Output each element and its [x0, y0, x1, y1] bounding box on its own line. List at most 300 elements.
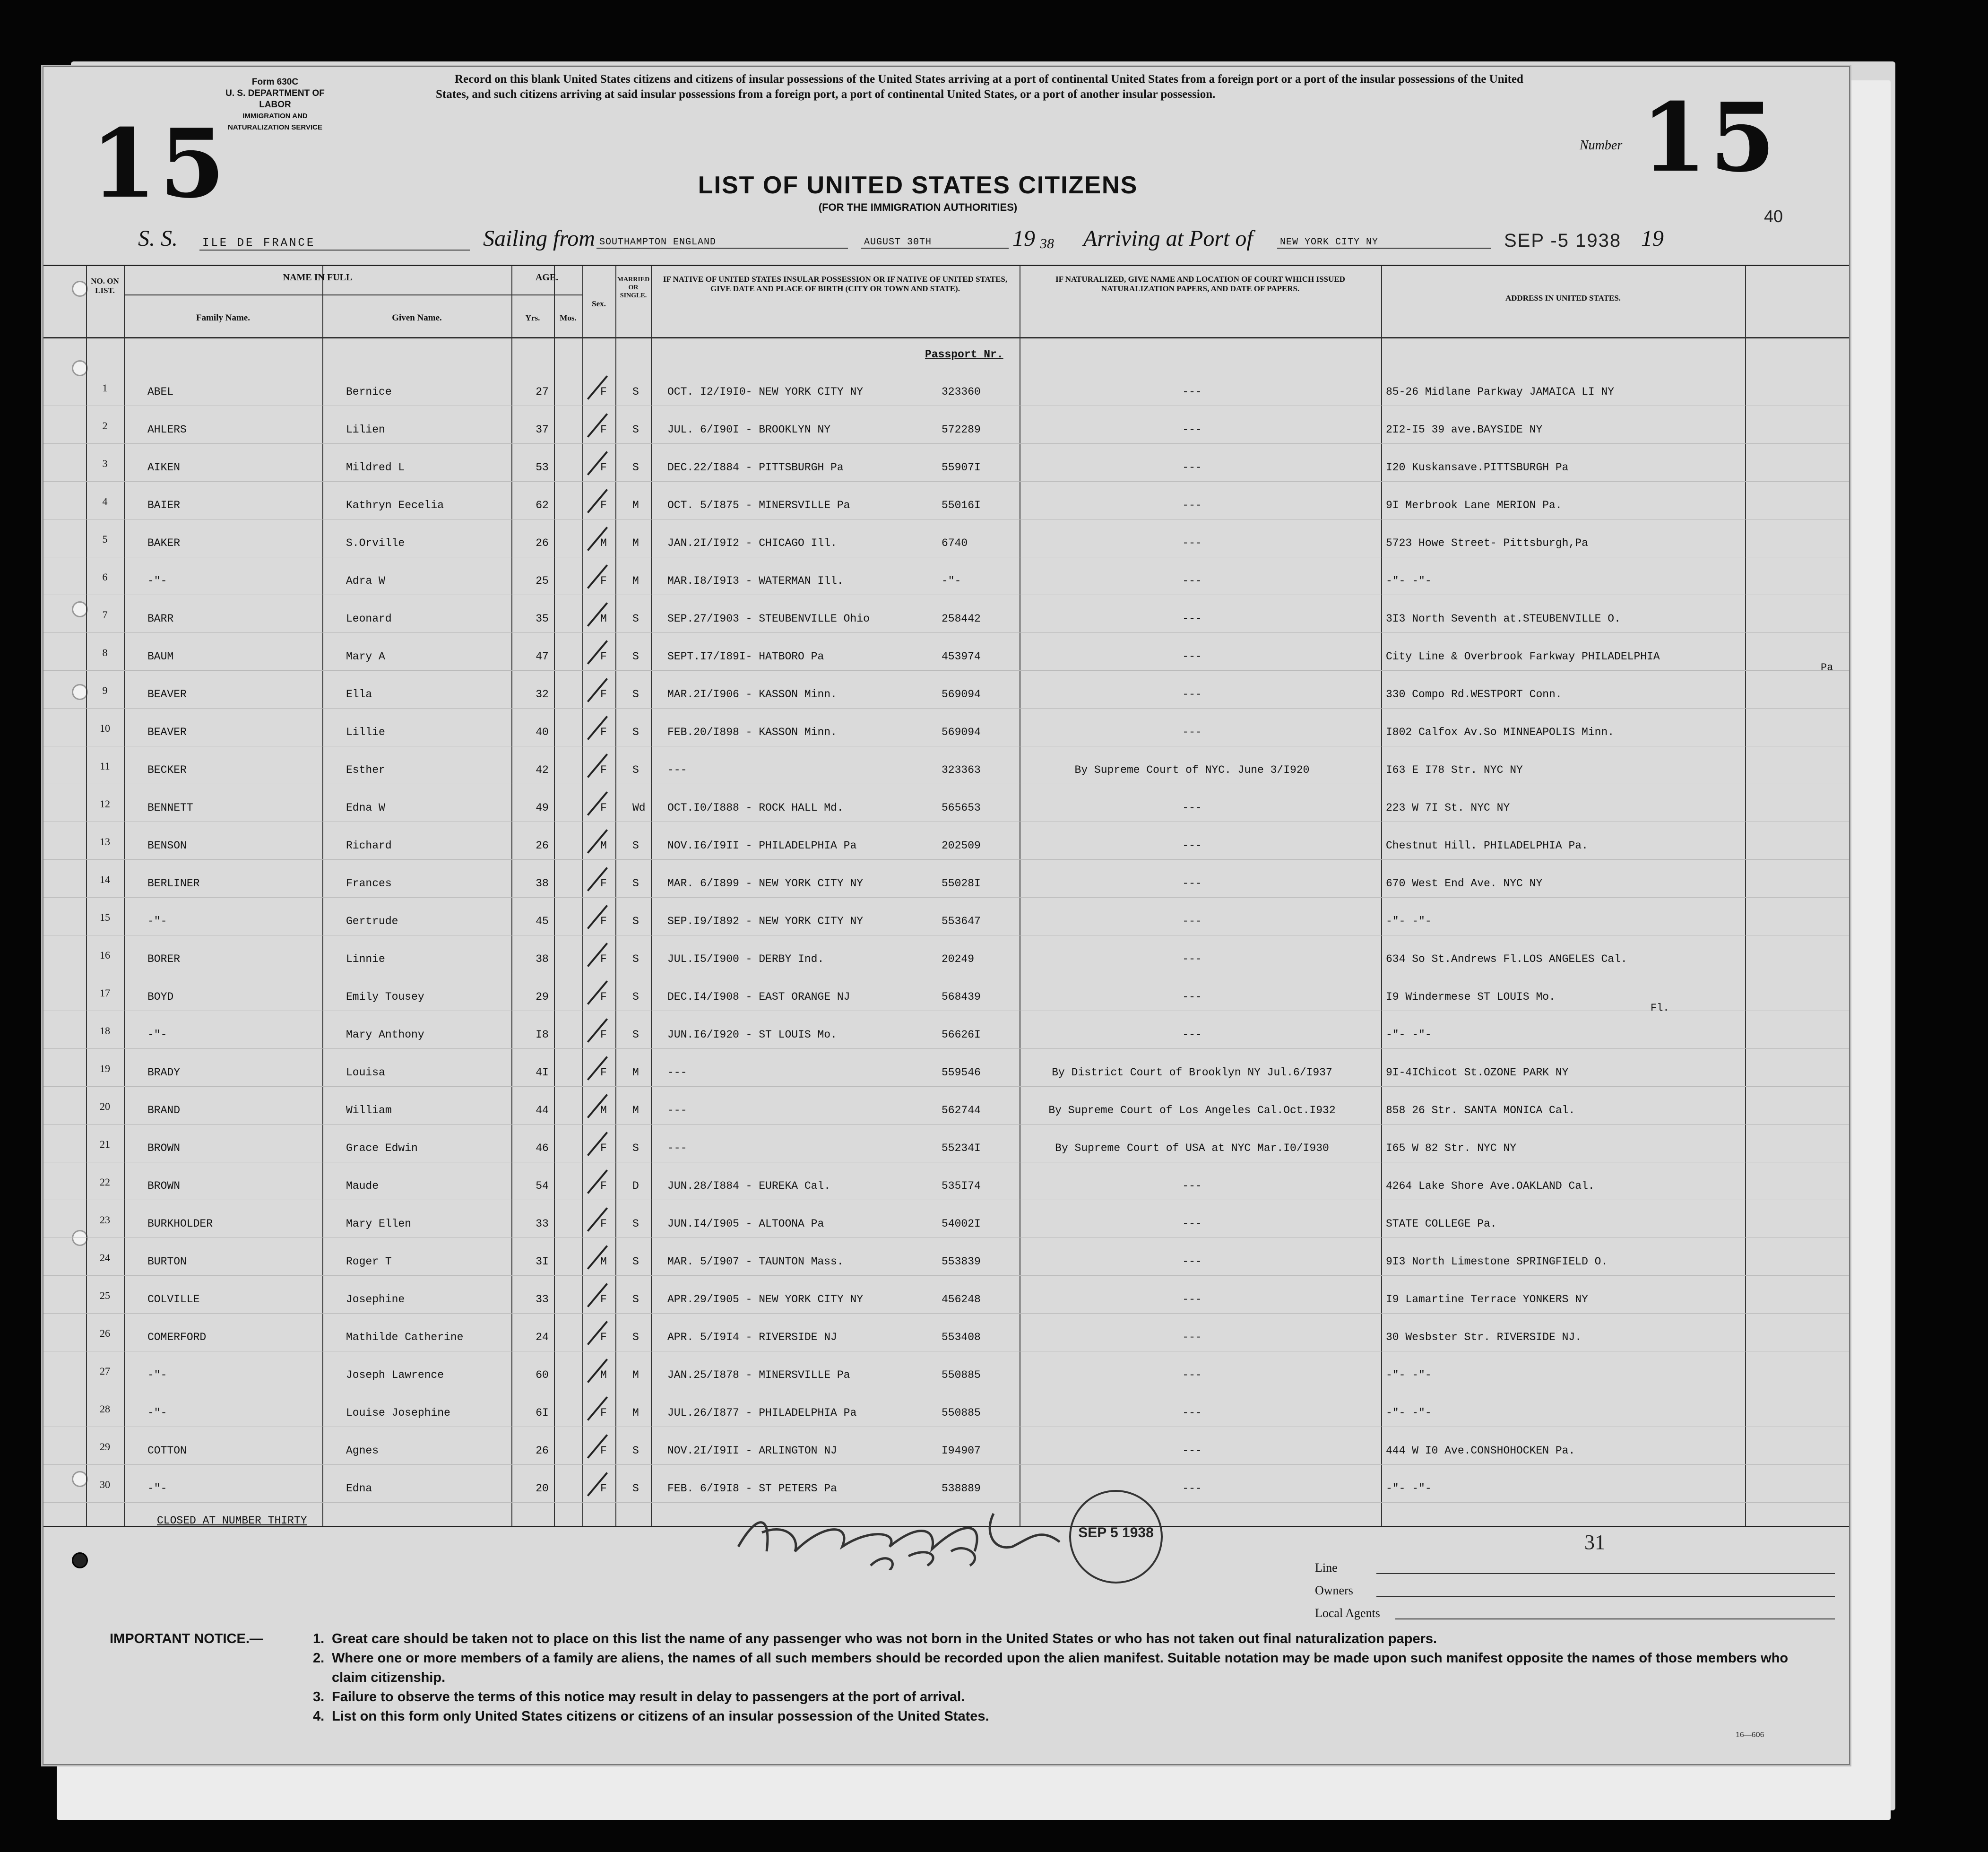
us-address: -"- -"- [1386, 1369, 1432, 1381]
age-years: 62 [536, 499, 549, 511]
birth-info: MAR.I8/I9I3 - WATERMAN Ill. [667, 575, 844, 587]
row-number: 7 [102, 609, 108, 621]
row-number: 1 [102, 382, 108, 394]
birth-info: DEC.I4/I908 - EAST ORANGE NJ [667, 991, 850, 1003]
naturalization-info: --- [1182, 1180, 1202, 1192]
family-name: COLVILLE [147, 1293, 200, 1306]
notice-heading: IMPORTANT NOTICE.— [110, 1631, 263, 1646]
table-row [43, 632, 1849, 674]
age-years: 38 [536, 877, 549, 890]
naturalization-info: --- [1182, 1445, 1202, 1457]
family-name: BOYD [147, 991, 174, 1003]
family-name: -"- [147, 1407, 167, 1419]
given-name: Edna W [346, 802, 385, 814]
given-name: S.Orville [346, 537, 405, 549]
owners-field: Owners [1315, 1579, 1835, 1601]
birth-info: --- [667, 1104, 687, 1116]
passport-number: 55234I [942, 1142, 981, 1154]
family-name: -"- [147, 575, 167, 587]
marital-status: S [632, 1293, 639, 1306]
table-row [43, 1048, 1849, 1087]
birth-info: MAR. 6/I899 - NEW YORK CITY NY [667, 877, 864, 890]
marital-status: S [632, 650, 639, 663]
table-row [43, 935, 1849, 973]
marital-status: S [632, 461, 639, 474]
sex: M [600, 1369, 607, 1381]
punch-hole [72, 1552, 88, 1568]
us-address: Chestnut Hill. PHILADELPHIA Pa. [1386, 839, 1588, 852]
us-address: I63 E I78 Str. NYC NY [1386, 764, 1523, 776]
family-name: BURTON [147, 1255, 187, 1268]
manifest-page [43, 66, 1850, 1765]
page-subtitle: (FOR THE IMMIGRATION AUTHORITIES) [818, 201, 1018, 213]
us-address: -"- -"- [1386, 1407, 1432, 1419]
year-value-1: 38 [1040, 236, 1054, 251]
sex: M [600, 839, 607, 852]
given-name: Adra W [346, 575, 385, 587]
local-agents-field: Local Agents [1315, 1601, 1835, 1624]
birth-info: OCT. 5/I875 - MINERSVILLE Pa [667, 499, 850, 511]
given-name: Lillie [346, 726, 385, 738]
table-row [43, 973, 1849, 1014]
given-name: Grace Edwin [346, 1142, 418, 1154]
birth-info: APR.29/I905 - NEW YORK CITY NY [667, 1293, 864, 1306]
passport-number: 6740 [942, 537, 968, 549]
sex: F [600, 386, 607, 398]
row-number: 12 [100, 798, 110, 810]
given-name: Richard [346, 839, 392, 852]
naturalization-info: --- [1182, 991, 1202, 1003]
age-years: 27 [536, 386, 549, 398]
sex: F [600, 1482, 607, 1495]
us-address: 858 26 Str. SANTA MONICA Cal. [1386, 1104, 1575, 1116]
sex: M [600, 1255, 607, 1268]
passport-number: 54002I [942, 1218, 981, 1230]
marital-status: S [632, 386, 639, 398]
table-row [43, 1351, 1849, 1389]
page-number: 31 [1584, 1531, 1605, 1554]
age-years: 33 [536, 1218, 549, 1230]
us-address: -"- -"- [1386, 1482, 1432, 1495]
passport-number: 553647 [942, 915, 981, 927]
given-name: Louise Josephine [346, 1407, 450, 1419]
table-row [43, 1086, 1849, 1125]
row-number: 2 [102, 420, 108, 432]
naturalization-info: --- [1182, 424, 1202, 436]
family-name: BERLINER [147, 877, 200, 890]
birth-info: MAR. 5/I907 - TAUNTON Mass. [667, 1255, 844, 1268]
family-name: COMERFORD [147, 1331, 207, 1343]
notice-item-4: 4. List on this form only United States citizens or citizens of an insular possession of the United States. [313, 1709, 989, 1724]
us-address-continuation: Pa [1821, 662, 1833, 674]
passport-number: 572289 [942, 424, 981, 436]
given-name: Kathryn Eecelia [346, 499, 444, 511]
passport-number: I94907 [942, 1445, 981, 1457]
row-number: 14 [100, 874, 110, 885]
marital-status: M [632, 1104, 639, 1116]
us-address: I20 Kuskansave.PITTSBURGH Pa [1386, 461, 1569, 474]
us-address: 4264 Lake Shore Ave.OAKLAND Cal. [1386, 1180, 1595, 1192]
table-row [43, 1011, 1849, 1049]
passport-number: 456248 [942, 1293, 981, 1306]
table-row [43, 1238, 1849, 1276]
birth-info: FEB. 6/I9I8 - ST PETERS Pa [667, 1482, 837, 1495]
naturalization-info: --- [1182, 499, 1202, 511]
age-years: 3I [536, 1255, 549, 1268]
naturalization-info: --- [1182, 802, 1202, 814]
sex: F [600, 991, 607, 1003]
family-name: BROWN [147, 1142, 181, 1154]
line-field: Line [1315, 1556, 1835, 1579]
given-name: William [346, 1104, 392, 1116]
naturalization-info: --- [1182, 953, 1202, 965]
given-name: Joseph Lawrence [346, 1369, 444, 1381]
table-row [43, 519, 1849, 557]
family-name: BENNETT [147, 802, 193, 814]
row-number: 24 [100, 1252, 110, 1264]
table-row [43, 708, 1849, 746]
passport-number: 538889 [942, 1482, 981, 1495]
age-years: 44 [536, 1104, 549, 1116]
header-birth: IF NATIVE OF UNITED STATES INSULAR POSSESSION OR IF NATIVE OF UNITED STATES, GIVE DATE AND PLACE OF BIRTH (CITY OR TOWN AND STATE). [663, 275, 1008, 293]
birth-info: --- [667, 764, 687, 776]
naturalization-info: --- [1182, 877, 1202, 890]
arriving-port: NEW YORK CITY NY [1277, 237, 1491, 249]
us-address: 9I Merbrook Lane MERION Pa. [1386, 499, 1562, 511]
us-address: 444 W I0 Ave.CONSHOHOCKEN Pa. [1386, 1445, 1575, 1457]
marital-status: M [632, 537, 639, 549]
row-number: 22 [100, 1176, 110, 1188]
birth-info: MAR.2I/I906 - KASSON Minn. [667, 688, 837, 701]
us-address: -"- -"- [1386, 1029, 1432, 1041]
age-years: 6I [536, 1407, 549, 1419]
passport-number: 553408 [942, 1331, 981, 1343]
marital-status: M [632, 1066, 639, 1079]
sex: F [600, 1029, 607, 1041]
sex: M [600, 537, 607, 549]
naturalization-info: --- [1182, 386, 1202, 398]
table-row [43, 1313, 1849, 1351]
given-name: Louisa [346, 1066, 385, 1079]
family-name: BARR [147, 613, 174, 625]
marital-status: S [632, 1482, 639, 1495]
birth-info: JUL. 6/I90I - BROOKLYN NY [667, 424, 831, 436]
naturalization-info: --- [1182, 1331, 1202, 1343]
age-years: 29 [536, 991, 549, 1003]
us-address: 634 So St.Andrews Fl.LOS ANGELES Cal. [1386, 953, 1627, 965]
birth-info: --- [667, 1142, 687, 1154]
naturalization-info: --- [1182, 1255, 1202, 1268]
arriving-label: Arriving at Port of [1083, 226, 1253, 251]
table-row [43, 406, 1849, 444]
sex: F [600, 1331, 607, 1343]
age-years: 26 [536, 839, 549, 852]
sailing-date: AUGUST 30TH [861, 237, 1009, 249]
marital-status: S [632, 764, 639, 776]
marital-status: M [632, 1369, 639, 1381]
row-number: 28 [100, 1403, 110, 1415]
age-years: 38 [536, 953, 549, 965]
naturalization-info: By Supreme Court of USA at NYC Mar.I0/I930 [1055, 1142, 1329, 1154]
table-row [43, 1389, 1849, 1427]
row-number: 27 [100, 1365, 110, 1377]
birth-info: JUL.26/I877 - PHILADELPHIA Pa [667, 1407, 857, 1419]
marital-status: S [632, 991, 639, 1003]
family-name: BAUM [147, 650, 174, 663]
family-name: BORER [147, 953, 181, 965]
sex: F [600, 688, 607, 701]
naturalization-info: --- [1182, 915, 1202, 927]
age-years: I8 [536, 1029, 549, 1041]
marital-status: S [632, 424, 639, 436]
marital-status: S [632, 953, 639, 965]
passenger-table [43, 265, 1849, 1527]
given-name: Lilien [346, 424, 385, 436]
birth-info: OCT.I0/I888 - ROCK HALL Md. [667, 802, 844, 814]
header-no-on-list: NO. ON LIST. [91, 277, 119, 295]
table-row [43, 1275, 1849, 1314]
age-years: 32 [536, 688, 549, 701]
given-name: Mary Anthony [346, 1029, 424, 1041]
passport-number: 569094 [942, 688, 981, 701]
given-name: Edna [346, 1482, 372, 1495]
given-name: Emily Tousey [346, 991, 424, 1003]
age-years: 26 [536, 1445, 549, 1457]
header-family-name: Family Name. [196, 313, 250, 323]
age-years: 40 [536, 726, 549, 738]
passport-number: 323363 [942, 764, 981, 776]
age-years: 20 [536, 1482, 549, 1495]
given-name: Ella [346, 688, 372, 701]
sex: F [600, 1293, 607, 1306]
sex: F [600, 650, 607, 663]
family-name: -"- [147, 915, 167, 927]
sex: F [600, 726, 607, 738]
table-row [43, 859, 1849, 898]
passport-number: 258442 [942, 613, 981, 625]
family-name: BEAVER [147, 688, 187, 701]
arrival-date-stamp: SEP -5 1938 [1504, 230, 1622, 251]
table-row [43, 443, 1849, 482]
table-row [43, 670, 1849, 709]
number-label: Number [1580, 138, 1623, 153]
passport-number: 55907I [942, 461, 981, 474]
age-years: 49 [536, 802, 549, 814]
marital-status: S [632, 1445, 639, 1457]
department-name: U. S. DEPARTMENT OF LABOR [225, 88, 325, 110]
sex: F [600, 1066, 607, 1079]
header-address: ADDRESS IN UNITED STATES. [1505, 294, 1621, 303]
given-name: Leonard [346, 613, 392, 625]
table-row [43, 595, 1849, 633]
given-name: Linnie [346, 953, 385, 965]
ship-details-line [43, 225, 1849, 259]
table-row [43, 1200, 1849, 1238]
naturalization-info: --- [1182, 688, 1202, 701]
passport-number: 323360 [942, 386, 981, 398]
row-number: 16 [100, 949, 110, 961]
row-number: 9 [102, 684, 108, 696]
family-name: BROWN [147, 1180, 181, 1192]
sailing-from: SOUTHAMPTON ENGLAND [596, 237, 848, 249]
birth-info: NOV.2I/I9II - ARLINGTON NJ [667, 1445, 837, 1457]
row-number: 11 [100, 760, 110, 772]
family-name: BEAVER [147, 726, 187, 738]
vessel-signature-lines [1315, 1556, 1835, 1624]
header-married-or-single: MARRIED OR SINGLE. [617, 276, 650, 299]
us-address: 2I2-I5 39 ave.BAYSIDE NY [1386, 424, 1543, 436]
marital-status: S [632, 839, 639, 852]
us-address: City Line & Overbrook Farkway PHILADELPHIA [1386, 650, 1660, 663]
us-address: 30 Wesbster Str. RIVERSIDE NJ. [1386, 1331, 1582, 1343]
header-age: AGE. [535, 272, 559, 283]
naturalization-info: --- [1182, 613, 1202, 625]
marital-status: S [632, 1255, 639, 1268]
given-name: Mary A [346, 650, 385, 663]
birth-info: SEPT.I7/I89I- HATBORO Pa [667, 650, 824, 663]
list-number-left: 15 [91, 108, 228, 219]
header-name-in-full: NAME IN FULL [283, 272, 353, 283]
naturalization-info: --- [1182, 1293, 1202, 1306]
birth-info: APR. 5/I9I4 - RIVERSIDE NJ [667, 1331, 837, 1343]
marital-status: Wd [632, 802, 646, 814]
header-given-name: Given Name. [392, 313, 442, 323]
family-name: AIKEN [147, 461, 181, 474]
row-number: 21 [100, 1138, 110, 1150]
form-identifier [214, 77, 337, 133]
us-address: 330 Compo Rd.WESTPORT Conn. [1386, 688, 1562, 701]
passport-number: 55028I [942, 877, 981, 890]
age-years: 53 [536, 461, 549, 474]
birth-info: OCT. I2/I9I0- NEW YORK CITY NY [667, 386, 864, 398]
family-name: BRADY [147, 1066, 181, 1079]
sex: F [600, 461, 607, 474]
sex: F [600, 1180, 607, 1192]
family-name: BRAND [147, 1104, 181, 1116]
row-number: 6 [102, 571, 108, 583]
table-row [43, 1427, 1849, 1465]
given-name: Mary Ellen [346, 1218, 412, 1230]
row-number: 19 [100, 1063, 110, 1074]
table-row [43, 784, 1849, 822]
sex: F [600, 499, 607, 511]
us-address: I65 W 82 Str. NYC NY [1386, 1142, 1517, 1154]
marital-status: S [632, 1331, 639, 1343]
birth-info: JUN.28/I884 - EUREKA Cal. [667, 1180, 831, 1192]
passport-number: 550885 [942, 1407, 981, 1419]
sex: F [600, 1142, 607, 1154]
notice-item-1: 1. Great care should be taken not to place on this list the name of any passenger who was not born in the United States or who has not taken out final naturalization papers. [313, 1631, 1437, 1646]
naturalization-info: --- [1182, 1369, 1202, 1381]
passport-number: -"- [942, 575, 961, 587]
form-number: Form 630C [251, 77, 299, 87]
sex: F [600, 1445, 607, 1457]
given-name: Josephine [346, 1293, 405, 1306]
table-row [43, 1162, 1849, 1200]
row-number: 5 [102, 533, 108, 545]
row-number: 15 [100, 911, 110, 923]
sex: F [600, 915, 607, 927]
age-years: 35 [536, 613, 549, 625]
row-number: 4 [102, 495, 108, 507]
naturalization-info: --- [1182, 726, 1202, 738]
naturalization-info: By Supreme Court of Los Angeles Cal.Oct.I932 [1048, 1104, 1336, 1116]
passport-number: 550885 [942, 1369, 981, 1381]
marital-status: M [632, 1407, 639, 1419]
table-row [43, 557, 1849, 595]
header-months: Mos. [560, 313, 577, 322]
birth-info: JUL.I5/I900 - DERBY Ind. [667, 953, 824, 965]
us-address: 9I3 North Limestone SPRINGFIELD O. [1386, 1255, 1608, 1268]
sex: F [600, 877, 607, 890]
sex: F [600, 802, 607, 814]
sex: F [600, 953, 607, 965]
marital-status: S [632, 688, 639, 701]
birth-info: SEP.27/I903 - STEUBENVILLE Ohio [667, 613, 870, 625]
us-address: I9 Windermese ST LOUIS Mo. [1386, 991, 1556, 1003]
naturalization-info: By District Court of Brooklyn NY Jul.6/I937 [1052, 1066, 1332, 1079]
sex: M [600, 613, 607, 625]
inspection-stamp: SEP 5 1938 [1069, 1490, 1163, 1584]
page-title: LIST OF UNITED STATES CITIZENS [698, 172, 1138, 199]
form-code: 16—606 [1736, 1731, 1764, 1739]
sex: F [600, 1218, 607, 1230]
sex: M [600, 1104, 607, 1116]
row-number: 3 [102, 458, 108, 469]
table-row [43, 897, 1849, 935]
passport-number: 202509 [942, 839, 981, 852]
given-name: Maude [346, 1180, 379, 1192]
header-naturalization: IF NATURALIZED, GIVE NAME AND LOCATION OF COURT WHICH ISSUED NATURALIZATION PAPERS, AND DATE OF PAPERS. [1055, 275, 1345, 293]
given-name: Agnes [346, 1445, 379, 1457]
given-name: Frances [346, 877, 392, 890]
passport-number: 553839 [942, 1255, 981, 1268]
sex: F [600, 764, 607, 776]
given-name: Mildred L [346, 461, 405, 474]
closed-note: CLOSED AT NUMBER THIRTY [157, 1514, 307, 1527]
family-name: BAKER [147, 537, 181, 549]
age-years: 33 [536, 1293, 549, 1306]
family-name: BAIER [147, 499, 181, 511]
age-years: 46 [536, 1142, 549, 1154]
naturalization-info: --- [1182, 839, 1202, 852]
row-number: 17 [100, 987, 110, 999]
table-row [43, 481, 1849, 519]
birth-info: JAN.2I/I9I2 - CHICAGO Ill. [667, 537, 837, 549]
sex: F [600, 1407, 607, 1419]
sailing-label: Sailing from [483, 226, 595, 251]
row-number: 18 [100, 1025, 110, 1037]
row-number: 13 [100, 836, 110, 848]
naturalization-info: --- [1182, 1482, 1202, 1495]
us-address: 9I-4IChicot St.OZONE PARK NY [1386, 1066, 1569, 1079]
family-name: COTTON [147, 1445, 187, 1457]
header-sex: Sex. [592, 299, 606, 308]
age-years: 4I [536, 1066, 549, 1079]
marital-status: M [632, 575, 639, 587]
us-address: STATE COLLEGE Pa. [1386, 1218, 1497, 1230]
sex: F [600, 424, 607, 436]
header-years: Yrs. [525, 313, 540, 322]
marital-status: D [632, 1180, 639, 1192]
ship-label: S. S. [138, 226, 178, 251]
naturalization-info: --- [1182, 650, 1202, 663]
passport-number: 569094 [942, 726, 981, 738]
age-years: 25 [536, 575, 549, 587]
naturalization-info: --- [1182, 575, 1202, 587]
passport-number: 562744 [942, 1104, 981, 1116]
age-years: 45 [536, 915, 549, 927]
